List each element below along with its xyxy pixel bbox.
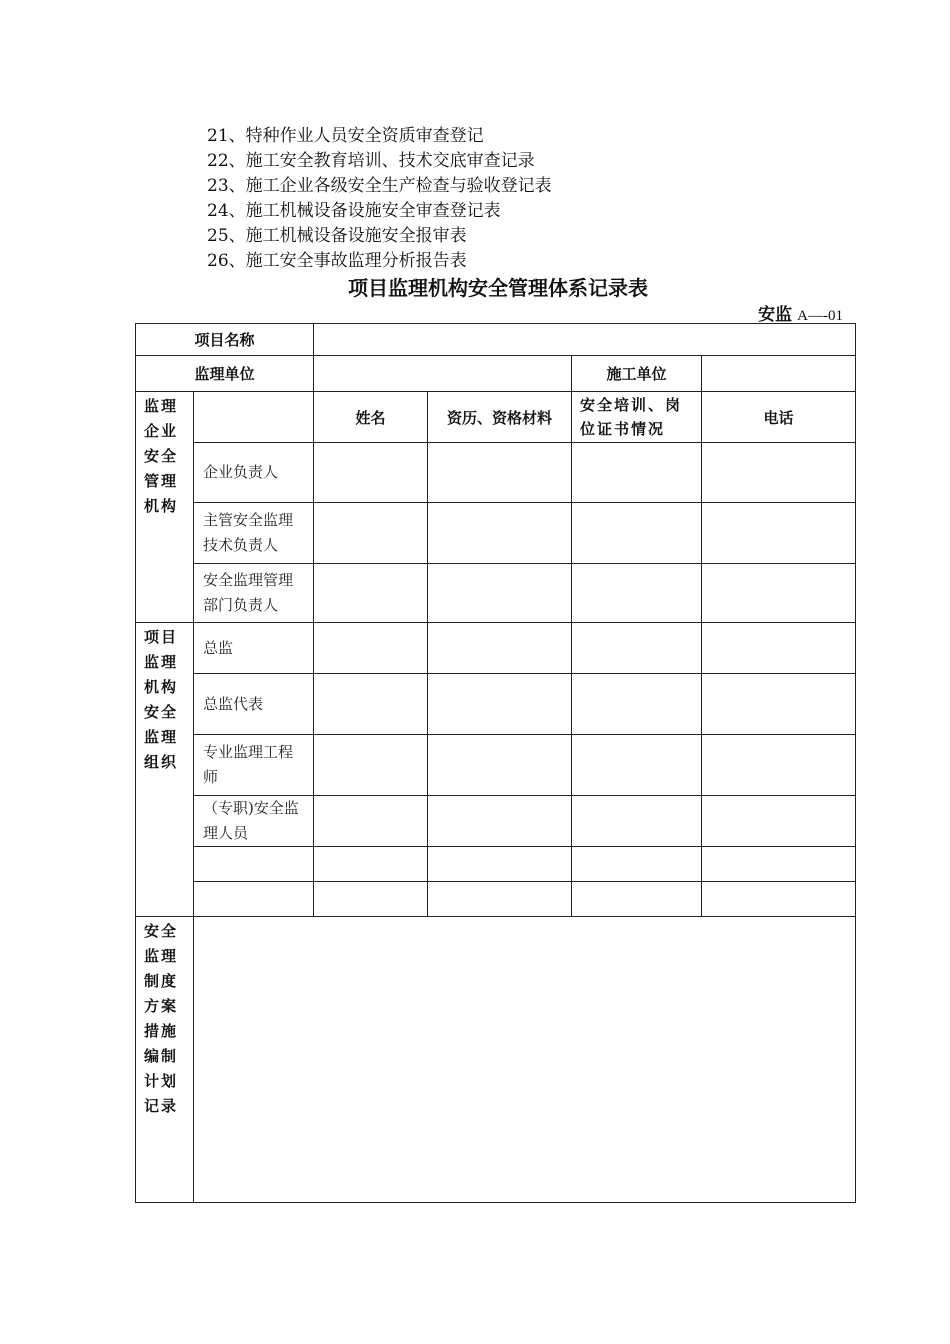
table-cell[interactable] <box>428 847 572 882</box>
section-label-supervision-enterprise <box>136 392 194 623</box>
section-label-text: 安全监理制度方案措施编制计划记录 <box>144 922 179 1115</box>
table-cell[interactable] <box>702 623 856 674</box>
column-header-name: 姓名 <box>314 392 428 443</box>
table-cell[interactable] <box>702 882 856 917</box>
list-item: 26、施工安全事故监理分析报告表 <box>207 251 467 271</box>
form-code-number: A—-01 <box>797 308 843 324</box>
system-plan-field[interactable] <box>194 917 856 1203</box>
project-name-label: 项目名称 <box>136 324 314 356</box>
role-label: （专职)安全监理人员 <box>194 796 314 847</box>
table-cell[interactable] <box>572 564 702 623</box>
role-label: 总监 <box>194 623 314 674</box>
list-item: 22、施工安全教育培训、技术交底审查记录 <box>207 151 535 171</box>
table-cell[interactable] <box>572 735 702 796</box>
column-header-phone: 电话 <box>702 392 856 443</box>
table-cell[interactable] <box>702 564 856 623</box>
table-cell[interactable] <box>702 503 856 564</box>
construction-unit-label: 施工单位 <box>572 356 702 392</box>
form-code <box>758 300 843 325</box>
table-cell[interactable] <box>428 796 572 847</box>
form-code-label: 安监 <box>758 305 793 325</box>
table-cell[interactable] <box>702 796 856 847</box>
project-name-field[interactable] <box>314 324 856 356</box>
table-cell[interactable] <box>572 882 702 917</box>
section-label-system-plan <box>136 917 194 1203</box>
role-label <box>194 847 314 882</box>
role-label: 专业监理工程师 <box>194 735 314 796</box>
role-label: 总监代表 <box>194 674 314 735</box>
table-cell[interactable] <box>314 796 428 847</box>
role-label: 安全监理管理部门负责人 <box>194 564 314 623</box>
table-cell[interactable] <box>428 674 572 735</box>
table-cell[interactable] <box>572 674 702 735</box>
record-table <box>135 323 856 1203</box>
supervision-unit-label: 监理单位 <box>136 356 314 392</box>
table-cell[interactable] <box>314 674 428 735</box>
table-cell[interactable] <box>702 674 856 735</box>
table-cell[interactable] <box>572 503 702 564</box>
list-item: 23、施工企业各级安全生产检查与验收登记表 <box>207 176 552 196</box>
table-cell[interactable] <box>428 623 572 674</box>
role-label: 企业负责人 <box>194 443 314 503</box>
table-cell[interactable] <box>572 847 702 882</box>
table-cell[interactable] <box>572 796 702 847</box>
table-cell[interactable] <box>428 443 572 503</box>
table-cell[interactable] <box>314 564 428 623</box>
form-title: 项目监理机构安全管理体系记录表 <box>348 276 648 300</box>
document-list <box>207 124 552 274</box>
construction-unit-field[interactable] <box>702 356 856 392</box>
table-cell[interactable] <box>572 623 702 674</box>
list-item: 25、施工机械设备设施安全报审表 <box>207 226 467 246</box>
table-cell[interactable] <box>314 882 428 917</box>
table-cell[interactable] <box>314 735 428 796</box>
table-cell[interactable] <box>314 443 428 503</box>
section-label-text: 监理企业安全管理机构 <box>144 397 179 515</box>
list-item: 24、施工机械设备设施安全审查登记表 <box>207 201 501 221</box>
column-header-training: 安全培训、岗位证书情况 <box>572 392 702 443</box>
section-label-text: 项目监理机构安全监理组织 <box>144 628 179 771</box>
table-cell[interactable] <box>314 623 428 674</box>
table-cell[interactable] <box>702 847 856 882</box>
table-cell[interactable] <box>702 735 856 796</box>
supervision-unit-field[interactable] <box>314 356 572 392</box>
table-cell[interactable] <box>428 564 572 623</box>
table-cell[interactable] <box>314 503 428 564</box>
section-label-project-organization <box>136 623 194 917</box>
role-label <box>194 882 314 917</box>
table-cell[interactable] <box>314 847 428 882</box>
table-cell[interactable] <box>572 443 702 503</box>
table-cell[interactable] <box>428 882 572 917</box>
list-item: 21、特种作业人员安全资质审查登记 <box>207 126 484 146</box>
role-label: 主管安全监理技术负责人 <box>194 503 314 564</box>
table-cell[interactable] <box>428 503 572 564</box>
table-cell[interactable] <box>702 443 856 503</box>
column-header-qualifications: 资历、资格材料 <box>428 392 572 443</box>
blank-header-cell <box>194 392 314 443</box>
table-cell[interactable] <box>428 735 572 796</box>
